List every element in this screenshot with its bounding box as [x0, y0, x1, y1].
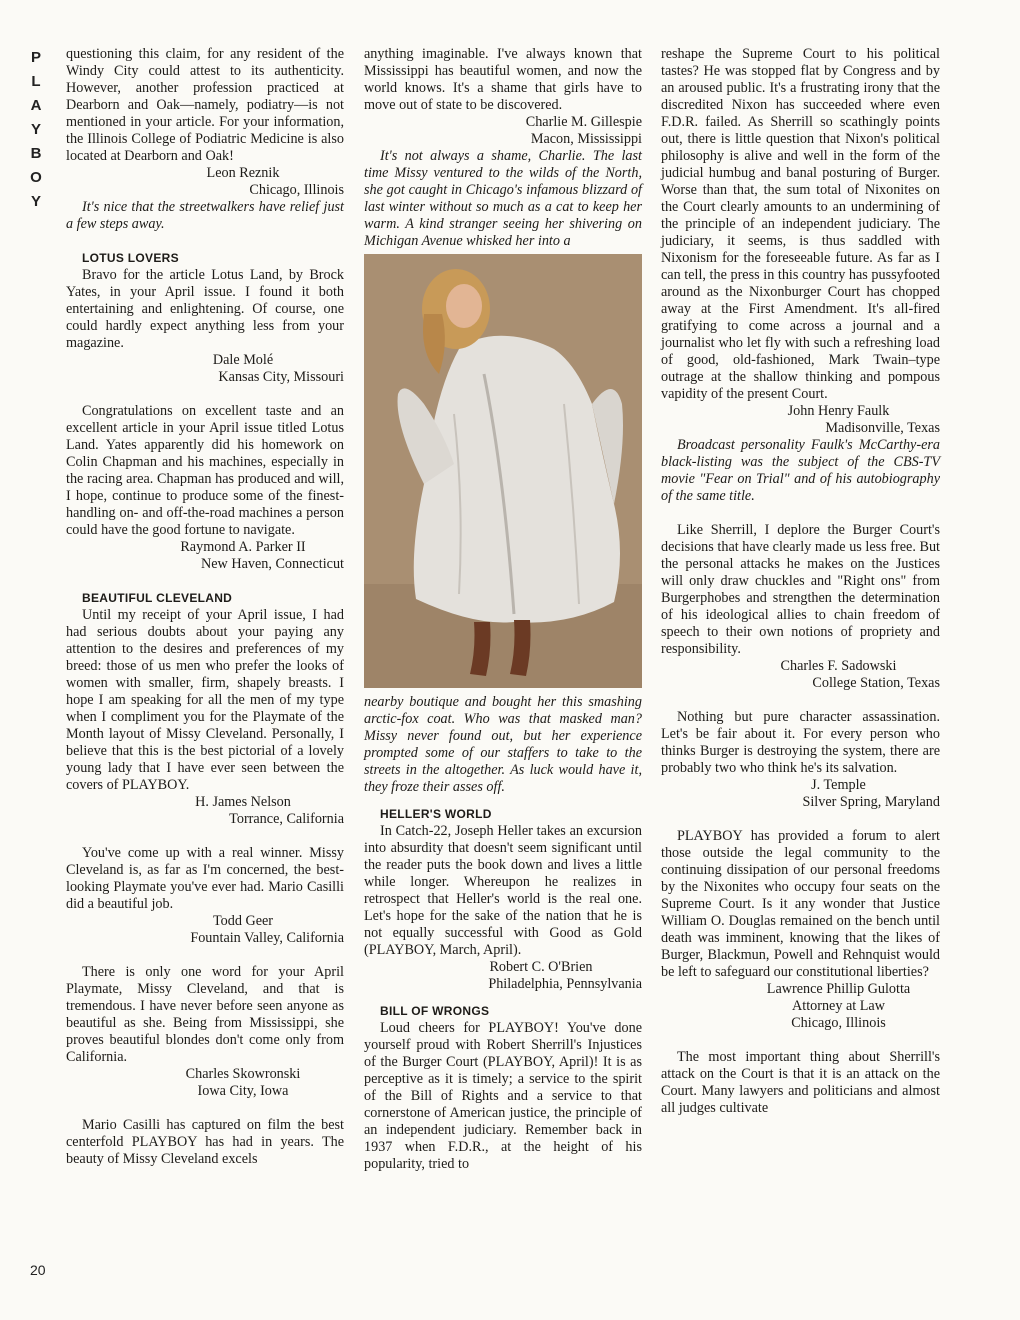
letter-signature: Dale Molé [212, 352, 274, 368]
section-heading-hellers-world: HELLER'S WORLD [380, 807, 492, 821]
letter-paragraph: reshape the Supreme Court to his political tastes? He was stopped flat by Congress and by an aroused public. It's a frustrating irony that the discredited Nixon has succeeded where even F.D.R. failed. As Sherrill so scathingly points out, there is little question that Nixon's political philosophy is alive and well in the form of the judicial humbug and banal posturing of Burger. Worse than that, the sum total of Nixonites on the Court clearly amounts to an undermining of the principle of an independent judiciary. The judiciary, it seems, is thus saddled with Nixonism for the foreseeable future. As far as I can tell, the press in this country has pussyfooted around as the Nixonburger Court has chopped away at the First Amendment. It's all-fired gratifying to come across a journal and a journalist who let fly with such a refreshing load of good, old-fashioned, Mark Twain–type outrage at the shallow thinking and pompous vapidity of the present Court. [661, 46, 940, 402]
letter-signature: H. James Nelson [195, 794, 291, 810]
letter-location: Chicago, Illinois [791, 1015, 886, 1031]
editor-reply: Broadcast personality Faulk's McCarthy-era black-listing was the subject of the CBS-TV movie "Fear on Trial" and of his autobiography of the same title. [661, 437, 940, 504]
section-heading-bill-of-wrongs: BILL OF WRONGS [380, 1004, 490, 1018]
letter-location: Torrance, California [229, 811, 344, 827]
letter-paragraph: In Catch-22, Joseph Heller takes an excursion into absurdity that doesn't seem significant until the reader puts the book down and lives a little while longer. Whereupon he realizes in retrospect that Heller's world is the real one. Let's hope for the sake of the nation that he is not equally successful with Good as Gold (PLAYBOY, March, April). [364, 823, 642, 958]
letter-paragraph: Bravo for the article Lotus Land, by Brock Yates, in your April issue. I found it both entertaining and enlightening. Of course, one could hardly expect anything less from your magazine. [66, 267, 344, 351]
letter-location: Iowa City, Iowa [197, 1083, 289, 1099]
letter-location: Chicago, Illinois [249, 182, 344, 198]
letter-paragraph: You've come up with a real winner. Missy Cleveland is, as far as I'm concerned, the best-looking Playmate you've ever had. Mario Casilli did a beautiful job. [66, 845, 344, 912]
sidebar-letter: Y [30, 121, 41, 138]
letter-paragraph: Congratulations on excellent taste and an excellent article in your April issue titled Lotus Land. Yates apparently did his homework on Colin Chapman and his machines, especially in the racing area. Chapman has produced and will, I hope, continue to produce some of the finest-handling on- and off-the-road machines a person could have the good fortune to navigate. [66, 403, 344, 538]
letter-paragraph: Mario Casilli has captured on film the best centerfold PLAYBOY has had in years. The beauty of Missy Cleveland excels [66, 1117, 344, 1167]
letter-paragraph: There is only one word for your April Playmate, Missy Cleveland, and that is tremendous. I have never before seen anyone as beautiful as she. Being from Mississippi, she proves beautiful blondes don't come only from California. [66, 964, 344, 1065]
photo-woman-in-fox-fur-coat [364, 254, 642, 688]
sidebar-letter: Y [30, 193, 41, 210]
section-heading-beautiful-cleveland: BEAUTIFUL CLEVELAND [82, 591, 233, 605]
editor-reply-continued: nearby boutique and bought her this smashing arctic-fox coat. Who was that masked man? Missy never found out, but her experience prompted some of our staffers to take to the streets in the altogether. As luck would have it, they froze their asses off. [364, 694, 642, 795]
editor-reply: It's not always a shame, Charlie. The last time Missy ventured to the wilds of the North, she got caught in Chicago's infamous blizzard of last winter without so much as a cat to keep her warm. A kind stranger seeing her shivering on Michigan Avenue whisked her into a [364, 148, 642, 249]
letter-paragraph: Loud cheers for PLAYBOY! You've done yourself proud with Robert Sherrill's Injustices of the Burger Court (PLAYBOY, April)! It is as perceptive as it is timely; a service to the spirit of the Bill of Rights and a service to that cornerstone of American justice, the principle of an independent judiciary. Remember back in 1937 when F.D.R., at the height of his popularity, tried to [364, 1020, 642, 1172]
editor-reply: It's nice that the streetwalkers have relief just a few steps away. [66, 199, 344, 232]
letter-signature: Raymond A. Parker II [180, 539, 306, 555]
column-right [661, 46, 940, 1117]
letter-paragraph: questioning this claim, for any resident of the Windy City could attest to its authenticity. However, another profession practiced at Dearborn and Oak—namely, podiatry—is not mentioned in your article. For your information, the Illinois College of Podiatric Medicine is also located at Dearborn and Oak! [66, 46, 344, 164]
letter-signature: J. Temple [811, 777, 866, 793]
letter-signature: Todd Geer [212, 913, 274, 929]
letter-location: Kansas City, Missouri [218, 369, 344, 385]
letter-paragraph: Like Sherrill, I deplore the Burger Court's decisions that have clearly made us less free. But the personal attacks he makes on the Justices will only draw chuckles and "Right ons" from Burgerphobes and strengthen the determination of his ideological allies to chain freedom of speech to their own notions of propriety and responsibility. [661, 522, 940, 657]
letter-signature: John Henry Faulk [787, 403, 890, 419]
letter-paragraph: Until my receipt of your April issue, I had had serious doubts about your paying any attention to the desires and preferences of my breed: those of us men who prefer the looks of women with smaller, firm, shapely breasts. I hope I am speaking for all the men of my type when I compliment you for the Playmate of the Month layout of Missy Cleveland. Personally, I believe that this is the best pictorial of a lovely young lady that I have ever seen between the covers of PLAYBOY. [66, 607, 344, 793]
letter-paragraph: The most important thing about Sherrill's attack on the Court is that it is an attack on the Court. Many lawyers and politicians and almost all judges cultivate [661, 1049, 940, 1116]
sidebar-letter: B [30, 145, 42, 162]
letter-paragraph: anything imaginable. I've always known that Mississippi has beautiful women, and now the world knows. It's a shame that girls have to move out of state to be discovered. [364, 46, 642, 113]
sidebar-letter: L [31, 73, 41, 90]
letter-location: Silver Spring, Maryland [802, 794, 940, 810]
letter-location: Philadelphia, Pennsylvania [488, 976, 642, 992]
sidebar-letter: O [30, 169, 42, 186]
letter-location: New Haven, Connecticut [200, 556, 344, 572]
letter-title: Attorney at Law [792, 998, 885, 1014]
sidebar-letter: A [30, 97, 42, 114]
letter-paragraph: Nothing but pure character assassination. Let's be fair about it. For every person who thinks Burger is destroying the system, there are probably two who think he's its salvation. [661, 709, 940, 776]
letter-location: Macon, Mississippi [530, 131, 642, 147]
letter-signature: Charles Skowronski [185, 1066, 301, 1082]
fur-coat-illustration [364, 254, 642, 688]
letter-signature: Charles F. Sadowski [780, 658, 897, 674]
letter-signature: Lawrence Phillip Gulotta [766, 981, 911, 997]
letter-location: Fountain Valley, California [190, 930, 344, 946]
column-left [66, 46, 344, 1168]
sidebar-letter: P [30, 49, 41, 66]
letter-location: College Station, Texas [812, 675, 940, 691]
column-middle [364, 46, 642, 1173]
letter-signature: Leon Reznik [206, 165, 280, 181]
section-heading-lotus-lovers: LOTUS LOVERS [82, 251, 179, 265]
letter-paragraph: PLAYBOY has provided a forum to alert those outside the legal community to the continuing dissipation of our personal freedoms by the Nixonites who occupy four seats on the Supreme Court. Is it any wonder that Justice William O. Douglas remained on the bench until death was imminent, knowing that the likes of Burger, Blackmun, Powell and Rehnquist would be left to safeguard our constitutional liberties? [661, 828, 940, 980]
letter-location: Madisonville, Texas [825, 420, 940, 436]
letter-signature: Robert C. O'Brien [489, 959, 593, 975]
magazine-sidebar-title [26, 46, 46, 214]
page-number: 20 [30, 1262, 46, 1278]
letter-signature: Charlie M. Gillespie [525, 114, 642, 130]
